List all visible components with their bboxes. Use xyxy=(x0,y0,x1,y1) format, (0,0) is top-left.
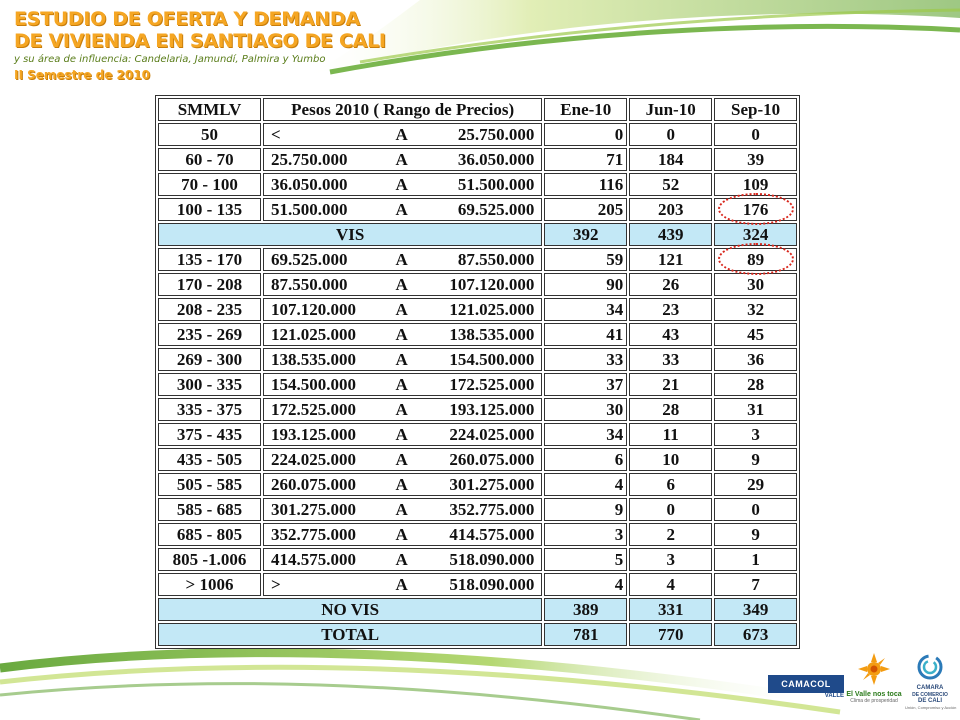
table-row xyxy=(158,123,797,146)
price-separator: A xyxy=(395,374,408,394)
cell-ene: 37 xyxy=(544,373,627,396)
table-row xyxy=(158,523,797,546)
cell-ene: 3 xyxy=(544,523,627,546)
price-from: 51.500.000 xyxy=(271,199,348,219)
semester-label: II Semestre de 2010 xyxy=(14,68,150,82)
cell-jun: 2 xyxy=(629,523,712,546)
cell-price-range xyxy=(263,323,542,346)
price-separator: A xyxy=(395,249,408,269)
price-separator: A xyxy=(395,499,408,519)
col-header-jun: Jun-10 xyxy=(629,98,712,121)
cell-sep: 31 xyxy=(714,398,797,421)
price-range-table xyxy=(155,95,800,649)
price-separator: A xyxy=(395,124,408,144)
cell-price-range xyxy=(263,273,542,296)
price-from: 154.500.000 xyxy=(271,374,357,394)
cell-sep: 9 xyxy=(714,523,797,546)
cell-jun: 33 xyxy=(629,348,712,371)
table-row xyxy=(158,298,797,321)
table-row xyxy=(158,148,797,171)
camara-comercio-logo: CAMARA DE COMERCIO DE CALI Unión, Compromiso y Acción xyxy=(905,654,955,716)
cell-price-range xyxy=(263,448,542,471)
grand-total-row xyxy=(158,623,797,646)
cell-smmlv: 505 - 585 xyxy=(158,473,261,496)
table-row xyxy=(158,173,797,196)
cell-jun: 26 xyxy=(629,273,712,296)
cell-sep: 32 xyxy=(714,298,797,321)
valle-logo: El Valle nos toca Clima de prosperidad xyxy=(845,652,903,712)
cell-price-range xyxy=(263,348,542,371)
table-row xyxy=(158,198,797,221)
grand-total-jun: 770 xyxy=(629,623,712,646)
header xyxy=(14,8,386,83)
price-from: 25.750.000 xyxy=(271,149,348,169)
cell-ene: 30 xyxy=(544,398,627,421)
cell-sep: 36 xyxy=(714,348,797,371)
price-to: 352.775.000 xyxy=(449,499,535,519)
highlight-ring-176 xyxy=(718,193,794,225)
cell-price-range xyxy=(263,473,542,496)
cell-ene: 116 xyxy=(544,173,627,196)
cell-smmlv: 60 - 70 xyxy=(158,148,261,171)
vis-total-label: VIS xyxy=(158,223,542,246)
table-row xyxy=(158,473,797,496)
cell-jun: 23 xyxy=(629,298,712,321)
novis-total-row xyxy=(158,598,797,621)
price-separator: A xyxy=(395,299,408,319)
price-to: 414.575.000 xyxy=(449,524,535,544)
col-header-sep: Sep-10 xyxy=(714,98,797,121)
camacol-logo: CAMACOL VALLE xyxy=(768,675,844,705)
table-row xyxy=(158,498,797,521)
price-from: 352.775.000 xyxy=(271,524,357,544)
cell-ene: 4 xyxy=(544,473,627,496)
cell-ene: 34 xyxy=(544,298,627,321)
cell-smmlv: 50 xyxy=(158,123,261,146)
price-from: 172.525.000 xyxy=(271,399,357,419)
vis-total-jun: 439 xyxy=(629,223,712,246)
cell-smmlv: 685 - 805 xyxy=(158,523,261,546)
cell-ene: 59 xyxy=(544,248,627,271)
cell-sep: 0 xyxy=(714,498,797,521)
table-row xyxy=(158,448,797,471)
cell-sep: 39 xyxy=(714,148,797,171)
price-separator: A xyxy=(395,574,408,594)
cell-jun: 52 xyxy=(629,173,712,196)
vis-total-ene: 392 xyxy=(544,223,627,246)
price-separator: A xyxy=(395,424,408,444)
cell-jun: 121 xyxy=(629,248,712,271)
cell-smmlv: 335 - 375 xyxy=(158,398,261,421)
novis-total-sep: 349 xyxy=(714,598,797,621)
price-to: 121.025.000 xyxy=(449,299,535,319)
price-separator: A xyxy=(395,274,408,294)
cell-smmlv: 300 - 335 xyxy=(158,373,261,396)
cell-smmlv: 170 - 208 xyxy=(158,273,261,296)
cell-price-range xyxy=(263,498,542,521)
table-row xyxy=(158,573,797,596)
cell-ene: 33 xyxy=(544,348,627,371)
col-header-ene: Ene-10 xyxy=(544,98,627,121)
col-header-smmlv: SMMLV xyxy=(158,98,261,121)
cell-ene: 6 xyxy=(544,448,627,471)
price-from: 36.050.000 xyxy=(271,174,348,194)
cell-price-range xyxy=(263,573,542,596)
title-line-2: DE VIVIENDA EN SANTIAGO DE CALI xyxy=(14,30,386,52)
cell-jun: 4 xyxy=(629,573,712,596)
price-separator: A xyxy=(395,199,408,219)
title-line-1: ESTUDIO DE OFERTA Y DEMANDA xyxy=(14,8,360,30)
cell-jun: 43 xyxy=(629,323,712,346)
price-from: 138.535.000 xyxy=(271,349,357,369)
cell-price-range xyxy=(263,198,542,221)
cell-sep: 1 xyxy=(714,548,797,571)
cell-price-range xyxy=(263,298,542,321)
highlight-ring-89 xyxy=(718,243,794,275)
price-to: 172.525.000 xyxy=(449,374,535,394)
price-to: 69.525.000 xyxy=(457,199,535,219)
cell-smmlv: 235 - 269 xyxy=(158,323,261,346)
cell-price-range xyxy=(263,373,542,396)
price-from: 301.275.000 xyxy=(271,499,357,519)
cell-smmlv: 375 - 435 xyxy=(158,423,261,446)
price-to: 518.090.000 xyxy=(449,549,535,569)
cell-price-range xyxy=(263,248,542,271)
price-from: 121.025.000 xyxy=(271,324,357,344)
price-to: 87.550.000 xyxy=(457,249,535,269)
cell-price-range xyxy=(263,173,542,196)
price-separator: A xyxy=(395,399,408,419)
cell-ene: 9 xyxy=(544,498,627,521)
price-to: 260.075.000 xyxy=(449,449,535,469)
price-to: 138.535.000 xyxy=(449,324,535,344)
sun-icon xyxy=(857,652,891,686)
price-from: 69.525.000 xyxy=(271,249,348,269)
price-separator: A xyxy=(395,549,408,569)
vis-total-row xyxy=(158,223,797,246)
cell-sep: 30 xyxy=(714,273,797,296)
cell-ene: 205 xyxy=(544,198,627,221)
table-row xyxy=(158,348,797,371)
price-separator: A xyxy=(395,449,408,469)
cell-sep: 7 xyxy=(714,573,797,596)
cell-sep: 3 xyxy=(714,423,797,446)
price-from: 87.550.000 xyxy=(271,274,348,294)
price-separator: A xyxy=(395,524,408,544)
price-separator: A xyxy=(395,349,408,369)
col-header-pesos: Pesos 2010 ( Rango de Precios) xyxy=(263,98,542,121)
table-row xyxy=(158,398,797,421)
novis-total-jun: 331 xyxy=(629,598,712,621)
price-from: 107.120.000 xyxy=(271,299,357,319)
camacol-mark-icon: CAMACOL xyxy=(768,675,844,693)
cell-sep: 28 xyxy=(714,373,797,396)
cell-price-range xyxy=(263,523,542,546)
cell-price-range xyxy=(263,398,542,421)
cell-price-range xyxy=(263,148,542,171)
subtitle: y su área de influencia: Candelaria, Jamundí, Palmira y Yumbo xyxy=(14,54,326,65)
table-row xyxy=(158,248,797,271)
cell-jun: 10 xyxy=(629,448,712,471)
cell-sep: 89 xyxy=(714,248,797,271)
cell-smmlv: > 1006 xyxy=(158,573,261,596)
grand-total-ene: 781 xyxy=(544,623,627,646)
table-header-row xyxy=(158,98,797,121)
cell-ene: 4 xyxy=(544,573,627,596)
price-to: 107.120.000 xyxy=(449,274,535,294)
price-separator: A xyxy=(395,149,408,169)
price-to: 518.090.000 xyxy=(449,574,535,594)
price-from: 193.125.000 xyxy=(271,424,357,444)
price-to: 154.500.000 xyxy=(449,349,535,369)
cell-price-range xyxy=(263,123,542,146)
cell-ene: 0 xyxy=(544,123,627,146)
cell-jun: 11 xyxy=(629,423,712,446)
price-separator: A xyxy=(395,324,408,344)
price-to: 25.750.000 xyxy=(457,124,535,144)
cell-smmlv: 70 - 100 xyxy=(158,173,261,196)
cell-ene: 71 xyxy=(544,148,627,171)
price-separator: A xyxy=(395,474,408,494)
novis-total-label: NO VIS xyxy=(158,598,542,621)
cell-jun: 21 xyxy=(629,373,712,396)
cell-sep: 9 xyxy=(714,448,797,471)
cell-sep: 176 xyxy=(714,198,797,221)
cell-price-range xyxy=(263,548,542,571)
table-row xyxy=(158,323,797,346)
table-row xyxy=(158,273,797,296)
camara-mark-icon xyxy=(917,654,943,680)
cell-jun: 0 xyxy=(629,123,712,146)
table-row xyxy=(158,423,797,446)
cell-smmlv: 269 - 300 xyxy=(158,348,261,371)
cell-smmlv: 435 - 505 xyxy=(158,448,261,471)
cell-jun: 28 xyxy=(629,398,712,421)
table-row xyxy=(158,373,797,396)
price-to: 301.275.000 xyxy=(449,474,535,494)
price-from: < xyxy=(271,124,281,144)
cell-jun: 203 xyxy=(629,198,712,221)
cell-ene: 41 xyxy=(544,323,627,346)
cell-smmlv: 805 -1.006 xyxy=(158,548,261,571)
cell-smmlv: 208 - 235 xyxy=(158,298,261,321)
price-from: 260.075.000 xyxy=(271,474,357,494)
cell-ene: 90 xyxy=(544,273,627,296)
price-from: > xyxy=(271,574,281,594)
table-row xyxy=(158,548,797,571)
grand-total-sep: 673 xyxy=(714,623,797,646)
price-to: 224.025.000 xyxy=(449,424,535,444)
cell-sep: 109 xyxy=(714,173,797,196)
novis-total-ene: 389 xyxy=(544,598,627,621)
price-to: 51.500.000 xyxy=(457,174,535,194)
cell-jun: 3 xyxy=(629,548,712,571)
vis-total-sep: 324 xyxy=(714,223,797,246)
cell-smmlv: 585 - 685 xyxy=(158,498,261,521)
cell-jun: 184 xyxy=(629,148,712,171)
cell-jun: 6 xyxy=(629,473,712,496)
price-separator: A xyxy=(395,174,408,194)
cell-smmlv: 135 - 170 xyxy=(158,248,261,271)
price-from: 414.575.000 xyxy=(271,549,357,569)
cell-jun: 0 xyxy=(629,498,712,521)
price-from: 224.025.000 xyxy=(271,449,357,469)
cell-sep: 29 xyxy=(714,473,797,496)
cell-sep: 45 xyxy=(714,323,797,346)
cell-price-range xyxy=(263,423,542,446)
cell-sep: 0 xyxy=(714,123,797,146)
price-to: 36.050.000 xyxy=(457,149,535,169)
cell-smmlv: 100 - 135 xyxy=(158,198,261,221)
cell-ene: 34 xyxy=(544,423,627,446)
cell-ene: 5 xyxy=(544,548,627,571)
price-to: 193.125.000 xyxy=(449,399,535,419)
grand-total-label: TOTAL xyxy=(158,623,542,646)
